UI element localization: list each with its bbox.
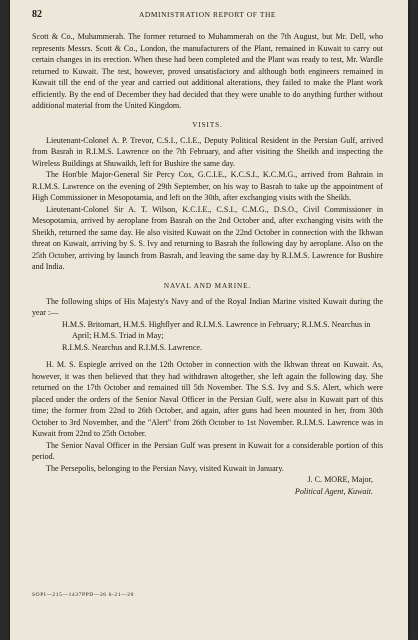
ships-line-2: R.I.M.S. Nearchus and R.I.M.S. Lawrence.: [62, 342, 203, 352]
ships-list: [32, 319, 383, 354]
signature-name: J. C. MORE, Major,: [307, 475, 373, 484]
naval-heading: NAVAL AND MARINE.: [163, 281, 252, 290]
visits-heading: VISITS.: [192, 120, 223, 129]
naval-paragraph-3: The Persepolis, belonging to the Persian Navy, visited Kuwait in January.: [46, 463, 284, 473]
page-number: 82: [32, 9, 42, 20]
naval-intro: The following ships of His Majesty's Navy and of the Royal Indian Marine visited Kuwait during the year :—: [32, 296, 383, 317]
signature-title: Political Agent, Kuwait.: [294, 487, 373, 496]
visits-paragraph-3: Lieutenant-Colonel Sir A. T. Wilson, K.C.I.E., C.S.I., C.M.G., D.S.O., Civil Commissioner in Mesopotamia, arrived by aeroplane from Basrah on the 2nd October and, after exchanging visits with the Sheikh, returned the same day. He also visited Kuwait on the 22nd October in connection with the Ikhwan threat on Kuwait, arriving by S. S. Ivy and returning to Basrah the following day by aeroplane. Also on the 25th October, arriving by launch from Basrah, and leaving the same day by R.I.M.S. Lawrence for Bushire and India.: [32, 204, 383, 271]
visits-paragraph-1: Lieutenant-Colonel A. P. Trevor, C.S.I., C.I.E., Deputy Political Resident in the Persian Gulf, arrived from Basrah in R.I.M.S. Lawrence on the 7th February, and after visiting the Sheikh and inspecting the Wireless Buildings at Shuwaikh, left for Bushire the same day.: [32, 135, 383, 168]
naval-paragraph-2: The Senior Naval Officer in the Persian Gulf was present in Kuwait for a considerable portion of this period.: [32, 440, 383, 461]
ships-line-1: H.M.S. Britomart, H.M.S. Highflyer and R.I.M.S. Lawrence in February; R.I.M.S. Nearchus in April; H.M.S. Triad in May;: [62, 319, 371, 340]
visits-paragraph-2: The Hon'ble Major-General Sir Percy Cox, G.C.I.E., K.C.S.I., K.C.M.G., arrived from Bahrain in R.I.M.S. Lawrence on the evening of 29th September, on his way to Basrah to take up the appointment of High Commissioner in Mesopotamia, and left on the 30th, after exchanging visits with the Sheikh.: [32, 170, 383, 202]
printer-imprint: SOPI—215—1437PPD—26 6-21—20: [32, 592, 134, 598]
page-content: [32, 9, 383, 498]
document-page: [10, 0, 408, 640]
signature-block: [32, 474, 383, 498]
intro-paragraph: Scott & Co., Muhammerah. The former returned to Muhammerah on the 7th August, but Mr. Dell, who represents Messrs. Scott & Co., London, the manufacturers of the Plant, remained in Kuwait to carry out certain changes in its erection. When these had been completed and the Plant was ready to test, Mr. Wardle returned to Kuwait. The test, however, proved unsatisfactory and although both engineers remained in Kuwait till the end of the year and carried out additional alterations, they failed to make the Plant work efficiently. By the end of December they had decided that they were unable to do anything further without additional material from the United Kingdom.: [32, 32, 383, 110]
page-header: [32, 9, 383, 31]
running-title: ADMINISTRATION REPORT OF THE: [138, 10, 276, 19]
naval-paragraph-1: H. M. S. Espiegle arrived on the 12th October in connection with the Ikhwan threat on Kuwait. As, however, it was then believed that they had withdrawn altogether, she left again the following day. She returned on the 17th October and remained till 5th November. The S.S. Ivy and S.S. Alert, which were placed under the orders of the Senior Naval Officer in the Persian Gulf, were also in Kuwait part of this time; the former from 22nd to 26th October, and again, after guns had been mounted in her, from 30th October to 3rd November, and the "Alert" from 26th October to 1st November. R.I.M.S. Lawrence was in Kuwait from 22nd to 25th October.: [32, 360, 383, 438]
